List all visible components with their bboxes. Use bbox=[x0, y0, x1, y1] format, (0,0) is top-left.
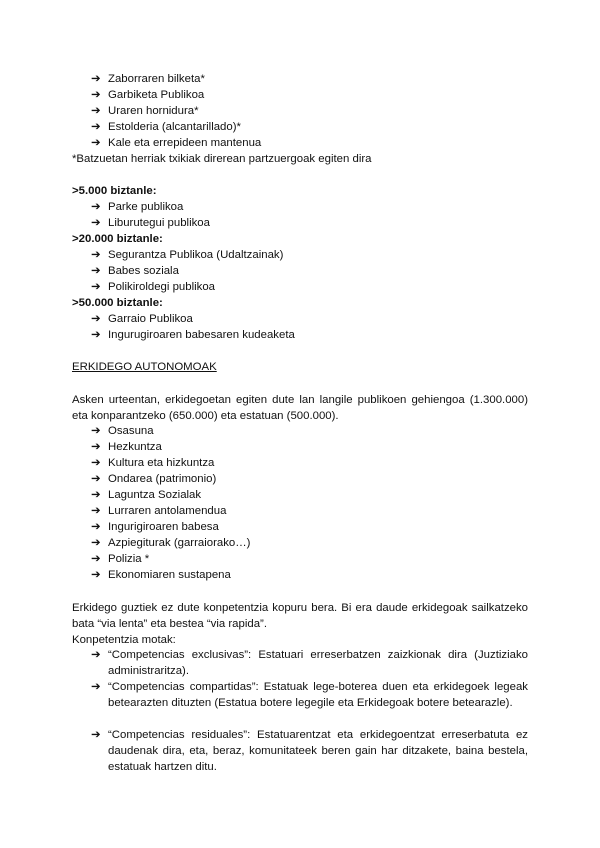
arrow-icon: ➔ bbox=[91, 425, 101, 437]
list-item: ➔ Hezkuntza bbox=[91, 441, 162, 453]
arrow-icon: ➔ bbox=[91, 217, 101, 229]
arrow-icon: ➔ bbox=[91, 265, 101, 277]
arrow-icon: ➔ bbox=[91, 489, 101, 501]
list-item: ➔ Parke publikoa bbox=[91, 201, 184, 213]
list-item: ➔ Osasuna bbox=[91, 425, 154, 437]
arrow-icon: ➔ bbox=[91, 105, 101, 117]
arrow-icon: ➔ bbox=[91, 649, 101, 661]
arrow-icon: ➔ bbox=[91, 521, 101, 533]
arrow-icon: ➔ bbox=[91, 681, 101, 693]
arrow-icon: ➔ bbox=[91, 121, 101, 133]
arrow-icon: ➔ bbox=[91, 89, 101, 101]
list-item: ➔ Garraio Publikoa bbox=[91, 313, 193, 325]
list-item: “Competencias exclusivas”: Estatuari erreserbatzen zaizkionak dira (Juztiziako administraritza). bbox=[108, 649, 528, 677]
section-title: ERKIDEGO AUTONOMOAK bbox=[72, 361, 217, 373]
types-label: Konpetentzia motak: bbox=[72, 634, 176, 646]
arrow-icon: ➔ bbox=[91, 73, 101, 85]
intro-paragraph: Asken urteentan, erkidegoetan egiten dute lan langile publikoen gehiengoa (1.300.000) eta konparantzeko (650.000) eta estatuan (500.000). bbox=[72, 394, 528, 422]
arrow-icon: ➔ bbox=[91, 281, 101, 293]
paragraph-2: Erkidego guztiek ez dute konpetentzia kopuru bera. Bi era daude erkidegoak sailkatzeko bata “via lenta” eta bestea “via rapida”. bbox=[72, 602, 528, 630]
list-item: ➔ Laguntza Sozialak bbox=[91, 489, 202, 501]
arrow-icon: ➔ bbox=[91, 137, 101, 149]
list-item: ➔ Zaborraren bilketa* bbox=[91, 73, 205, 85]
list-item: ➔ Lurraren antolamendua bbox=[91, 505, 227, 517]
arrow-icon: ➔ bbox=[91, 553, 101, 565]
list-item: ➔ Uraren hornidura* bbox=[91, 105, 199, 117]
arrow-icon: ➔ bbox=[91, 473, 101, 485]
arrow-icon: ➔ bbox=[91, 441, 101, 453]
list-item: ➔ Babes soziala bbox=[91, 265, 179, 277]
arrow-icon: ➔ bbox=[91, 201, 101, 213]
list-item: ➔ Ingurigiroaren babesa bbox=[91, 521, 219, 533]
arrow-icon: ➔ bbox=[91, 569, 101, 581]
list-item: ➔ Ingurugiroaren babesaren kudeaketa bbox=[91, 329, 295, 341]
list-item: ➔ Ondarea (patrimonio) bbox=[91, 473, 217, 485]
arrow-icon: ➔ bbox=[91, 457, 101, 469]
tier-heading-5000: >5.000 biztanle: bbox=[72, 185, 157, 197]
arrow-icon: ➔ bbox=[91, 313, 101, 325]
list-item: ➔ Liburutegui publikoa bbox=[91, 217, 210, 229]
arrow-icon: ➔ bbox=[91, 729, 101, 741]
arrow-icon: ➔ bbox=[91, 537, 101, 549]
list-item: ➔ Kale eta errepideen mantenua bbox=[91, 137, 262, 149]
list-item: ➔ Estolderia (alcantarillado)* bbox=[91, 121, 241, 133]
list-item: ➔ Garbiketa Publikoa bbox=[91, 89, 205, 101]
tier-heading-50000: >50.000 biztanle: bbox=[72, 297, 163, 309]
list-item: ➔ Polikiroldegi publikoa bbox=[91, 281, 216, 293]
list-item: ➔ Azpiegiturak (garraiorako…) bbox=[91, 537, 251, 549]
list-item: “Competencias residuales”: Estatuarentzat eta erkidegoentzat erreserbatuta ez daudenak dira, eta, beraz, komunitateek beren gain har ditzakete, baina bestela, estatuak hartzen ditu. bbox=[108, 729, 528, 773]
list-item: ➔ Segurantza Publikoa (Udaltzainak) bbox=[91, 249, 284, 261]
arrow-icon: ➔ bbox=[91, 249, 101, 261]
arrow-icon: ➔ bbox=[91, 505, 101, 517]
list-item: “Competencias compartidas”: Estatuak lege-boterea duen eta erkidegoek legeak betearazten dituzten (Estatua botere legegile eta Erkidegoak botere betearazle). bbox=[108, 681, 528, 709]
list-item: ➔ Polizia * bbox=[91, 553, 150, 565]
footnote: *Batzuetan herriak txikiak direrean partzuergoak egiten dira bbox=[72, 153, 372, 165]
arrow-icon: ➔ bbox=[91, 329, 101, 341]
list-item: ➔ Kultura eta hizkuntza bbox=[91, 457, 215, 469]
tier-heading-20000: >20.000 biztanle: bbox=[72, 233, 163, 245]
list-item: ➔ Ekonomiaren sustapena bbox=[91, 569, 231, 581]
